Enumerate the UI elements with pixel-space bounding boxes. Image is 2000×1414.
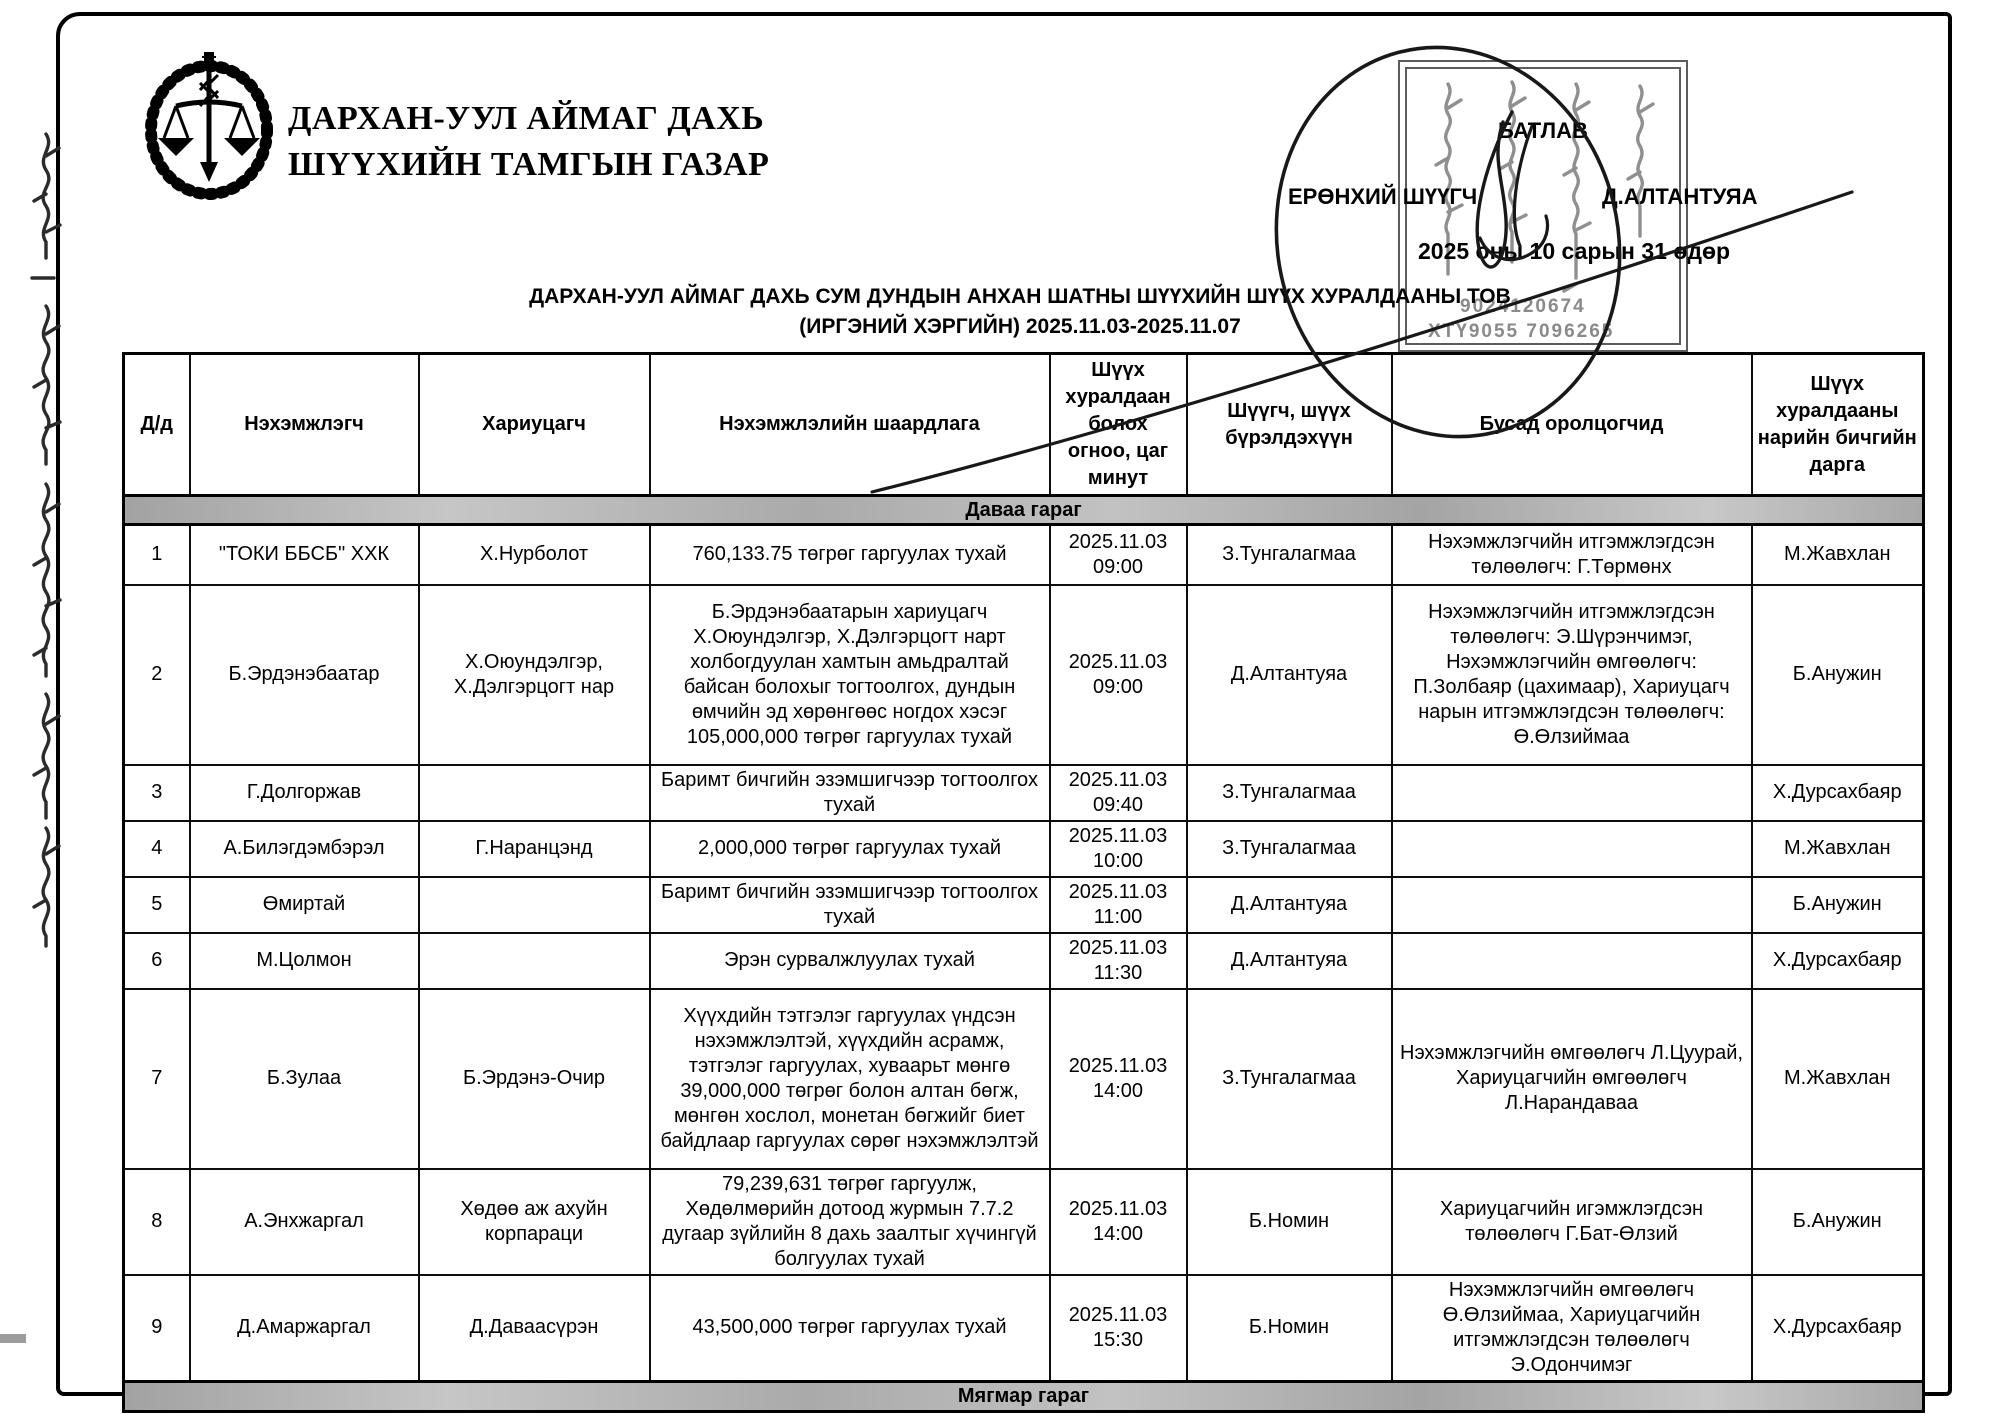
hearing-date: 2025.11.03	[1068, 1197, 1168, 1220]
case-row	[124, 821, 1924, 877]
case-row	[124, 585, 1924, 765]
header-claim: Нэхэмжлэлийн шаардлага	[650, 354, 1050, 496]
plaintiff: Өмиртай	[190, 877, 419, 933]
document-title-line1: ДАРХАН-УУЛ АЙМАГ ДАХЬ СУМ ДУНДЫН АНХАН ШАТНЫ ШҮҮХИЙН ШҮҮХ ХУРАЛДААНЫ ТОВ	[529, 285, 1511, 308]
case-row	[124, 1275, 1924, 1382]
case-number: 8	[124, 1169, 190, 1275]
case-number: 9	[124, 1275, 190, 1382]
table-header-row	[124, 354, 1924, 496]
day-section-row	[124, 1381, 1924, 1411]
header-defendant: Хариуцагч	[419, 354, 650, 496]
judge: З.Тунгалагмаа	[1187, 765, 1392, 821]
case-number: 7	[124, 989, 190, 1169]
court-secretary: Х.Дурсахбаяр	[1752, 1275, 1924, 1382]
plaintiff: Г.Долгоржав	[190, 765, 419, 821]
chief-judge-name: Д.АЛТАНТУЯА	[1602, 184, 1758, 209]
judge: З.Тунгалагмаа	[1187, 821, 1392, 877]
org-name-line2: ШҮҮХИЙН ТАМГЫН ГАЗАР	[288, 146, 770, 183]
case-number: 2	[124, 585, 190, 765]
other-participants: Нэхэмжлэгчийн өмгөөлөгч Л.Цуурай, Хариуцагчийн өмгөөлөгч Л.Нарандаваа	[1392, 989, 1752, 1169]
claim: Баримт бичгийн эзэмшигчээр тогтоолгох тухай	[650, 765, 1050, 821]
hearing-date: 2025.11.03	[1068, 936, 1168, 959]
defendant: Г.Наранцэнд	[419, 821, 650, 877]
court-secretary: Х.Дурсахбаяр	[1752, 933, 1924, 989]
claim: Эрэн сурвалжлуулах тухай	[650, 933, 1050, 989]
hearing-time: 15:30	[1092, 1328, 1144, 1351]
other-participants: Нэхэмжлэгчийн өмгөөлөгч Ө.Өлзиймаа, Хариуцагчийн итгэмжлэгдсэн төлөөлөгч Э.Одончимэг	[1392, 1275, 1752, 1382]
day-section-row	[124, 496, 1924, 525]
judge: Д.Алтантуяа	[1187, 933, 1392, 989]
plaintiff: Д.Амаржаргал	[190, 1275, 419, 1382]
case-row	[124, 989, 1924, 1169]
case-row	[124, 525, 1924, 585]
judge: Б.Номин	[1187, 1275, 1392, 1382]
defendant	[419, 877, 650, 933]
case-number: 3	[124, 765, 190, 821]
hearing-time: 09:40	[1092, 793, 1144, 816]
plaintiff: А.Энхжаргал	[190, 1169, 419, 1275]
hearing-date: 2025.11.03	[1068, 650, 1168, 673]
defendant: Б.Эрдэнэ-Очир	[419, 989, 650, 1169]
hearing-date: 2025.11.03	[1068, 1054, 1168, 1077]
mongolian-script-margin	[14, 128, 70, 973]
hearing-time: 09:00	[1092, 675, 1144, 698]
defendant: Д.Даваасүрэн	[419, 1275, 650, 1382]
court-secretary: М.Жавхлан	[1752, 525, 1924, 585]
case-number: 1	[124, 525, 190, 585]
document-title-line2: (ИРГЭНИЙ ХЭРГИЙН) 2025.11.03-2025.11.07	[799, 315, 1241, 338]
defendant: Хөдөө аж ахуйн корпараци	[419, 1169, 650, 1275]
court-secretary: Б.Анужин	[1752, 585, 1924, 765]
case-row	[124, 1169, 1924, 1275]
org-name-line1: ДАРХАН-УУЛ АЙМАГ ДАХЬ	[288, 100, 765, 137]
hearing-time: 11:30	[1093, 961, 1143, 984]
hearing-date: 2025.11.03	[1068, 1303, 1168, 1326]
header-hearing-datetime: Шүүх хуралдаан болох огноо, цаг минут	[1050, 354, 1187, 496]
case-number: 6	[124, 933, 190, 989]
defendant	[419, 765, 650, 821]
claim: 79,239,631 төгрөг гаргуулж, Хөдөлмөрийн дотоод журмын 7.7.2 дугаар зүйлийн 8 дахь заалтыг хүчингүй болгуулах тухай	[650, 1169, 1050, 1275]
case-row	[124, 933, 1924, 989]
mongolian-script-glyphs	[14, 128, 70, 968]
case-number: 4	[124, 821, 190, 877]
hearing-datetime	[1050, 1169, 1187, 1275]
claim: Б.Эрдэнэбаатарын хариуцагч Х.Оюундэлгэр, Х.Дэлгэрцогт нарт холбогдуулан хамтын амьдралтай байсан болохыг тогтоолгох, дундын өмчийн эд хөрөнгөөс ногдох хэсэг 105,000,000 төгрөг гаргуулах тухай	[650, 585, 1050, 765]
chief-judge-label: ЕРӨНХИЙ ШҮҮГЧ	[1288, 184, 1478, 209]
hearing-datetime	[1050, 1275, 1187, 1382]
other-participants	[1392, 933, 1752, 989]
hearing-date: 2025.11.03	[1068, 530, 1168, 553]
court-secretary: М.Жавхлан	[1752, 989, 1924, 1169]
plaintiff: "ТОКИ ББСБ" ХХК	[190, 525, 419, 585]
hearing-datetime	[1050, 989, 1187, 1169]
other-participants: Нэхэмжлэгчийн итгэмжлэгдсэн төлөөлөгч: Г.Төрмөнх	[1392, 525, 1752, 585]
hearing-date: 2025.11.03	[1068, 880, 1168, 903]
approval-date: 2025 оны 10 сарын 31 өдөр	[1418, 238, 1731, 264]
hearing-datetime	[1050, 765, 1187, 821]
other-participants	[1392, 821, 1752, 877]
case-row	[124, 877, 1924, 933]
claim: 2,000,000 төгрөг гаргуулах тухай	[650, 821, 1050, 877]
judge: З.Тунгалагмаа	[1187, 525, 1392, 585]
claim: Баримт бичгийн эзэмшигчээр тогтоолгох тухай	[650, 877, 1050, 933]
claim: Хүүхдийн тэтгэлэг гаргуулах үндсэн нэхэмжлэлтэй, хүүхдийн асрамж, тэтгэлэг гаргуулах, хуваарьт мөнгө 39,000,000 төгрөг болон алтан бөгж, мөнгөн хослол, монетан бөгжийг биет байдлаар гаргуулах сөрөг нэхэмжлэлтэй	[650, 989, 1050, 1169]
case-number: 5	[124, 877, 190, 933]
scan-artifact	[0, 1334, 26, 1343]
hearing-datetime	[1050, 821, 1187, 877]
hearing-date: 2025.11.03	[1068, 768, 1168, 791]
other-participants: Нэхэмжлэгчийн итгэмжлэгдсэн төлөөлөгч: Э.Шүрэнчимэг, Нэхэмжлэгчийн өмгөөлөгч: П.Золбаяр (цахимаар), Хариуцагч нарын итгэмжлэгдсэн төлөөлөгч: Ө.Өлзиймаа	[1392, 585, 1752, 765]
judge: З.Тунгалагмаа	[1187, 989, 1392, 1169]
header-court-secretary: Шүүх хуралдааны нарийн бичгийн дарга	[1752, 354, 1924, 496]
judge: Д.Алтантуяа	[1187, 877, 1392, 933]
scales-of-justice-icon	[136, 50, 282, 202]
other-participants	[1392, 765, 1752, 821]
header-plaintiff: Нэхэмжлэгч	[190, 354, 419, 496]
claim: 43,500,000 төгрөг гаргуулах тухай	[650, 1275, 1050, 1382]
header-number: Д/д	[124, 354, 190, 496]
hearing-time: 09:00	[1092, 555, 1144, 578]
judge: Б.Номин	[1187, 1169, 1392, 1275]
hearing-datetime	[1050, 585, 1187, 765]
hearing-schedule-table	[122, 352, 1925, 1413]
stamp-registration-number: 9024120674	[1460, 296, 1586, 317]
defendant	[419, 933, 650, 989]
court-secretary: Х.Дурсахбаяр	[1752, 765, 1924, 821]
stamp-code: ХТҮ9055 7096265	[1428, 321, 1615, 342]
day-section-bar: Мягмар гараг	[124, 1381, 1924, 1411]
hearing-time: 14:00	[1092, 1222, 1144, 1245]
defendant: Х.Оюундэлгэр, Х.Дэлгэрцогт нар	[419, 585, 650, 765]
approved-label: БАТЛАВ	[1498, 118, 1588, 143]
hearing-datetime	[1050, 525, 1187, 585]
court-emblem-logo	[136, 50, 282, 207]
hearing-datetime	[1050, 933, 1187, 989]
hearing-datetime	[1050, 877, 1187, 933]
header-judge: Шүүгч, шүүх бүрэлдэхүүн	[1187, 354, 1392, 496]
plaintiff: А.Билэгдэмбэрэл	[190, 821, 419, 877]
court-secretary: Б.Анужин	[1752, 1169, 1924, 1275]
judge: Д.Алтантуяа	[1187, 585, 1392, 765]
hearing-time: 11:00	[1093, 905, 1143, 928]
plaintiff: Б.Эрдэнэбаатар	[190, 585, 419, 765]
defendant: Х.Нурболот	[419, 525, 650, 585]
org-name	[288, 96, 769, 188]
other-participants: Хариуцагчийн игэмжлэгдсэн төлөөлөгч Г.Бат-Өлзий	[1392, 1169, 1752, 1275]
header-other-participants: Бусад оролцогчид	[1392, 354, 1752, 496]
hearing-date: 2025.11.03	[1068, 824, 1168, 847]
day-section-bar: Даваа гараг	[124, 496, 1924, 525]
claim: 760,133.75 төгрөг гаргуулах тухай	[650, 525, 1050, 585]
court-secretary: Б.Анужин	[1752, 877, 1924, 933]
hearing-time: 10:00	[1092, 849, 1144, 872]
hearing-time: 14:00	[1092, 1079, 1144, 1102]
court-secretary: М.Жавхлан	[1752, 821, 1924, 877]
document-title	[300, 282, 1740, 342]
case-row	[124, 765, 1924, 821]
plaintiff: Б.Зулаа	[190, 989, 419, 1169]
plaintiff: М.Цолмон	[190, 933, 419, 989]
other-participants	[1392, 877, 1752, 933]
